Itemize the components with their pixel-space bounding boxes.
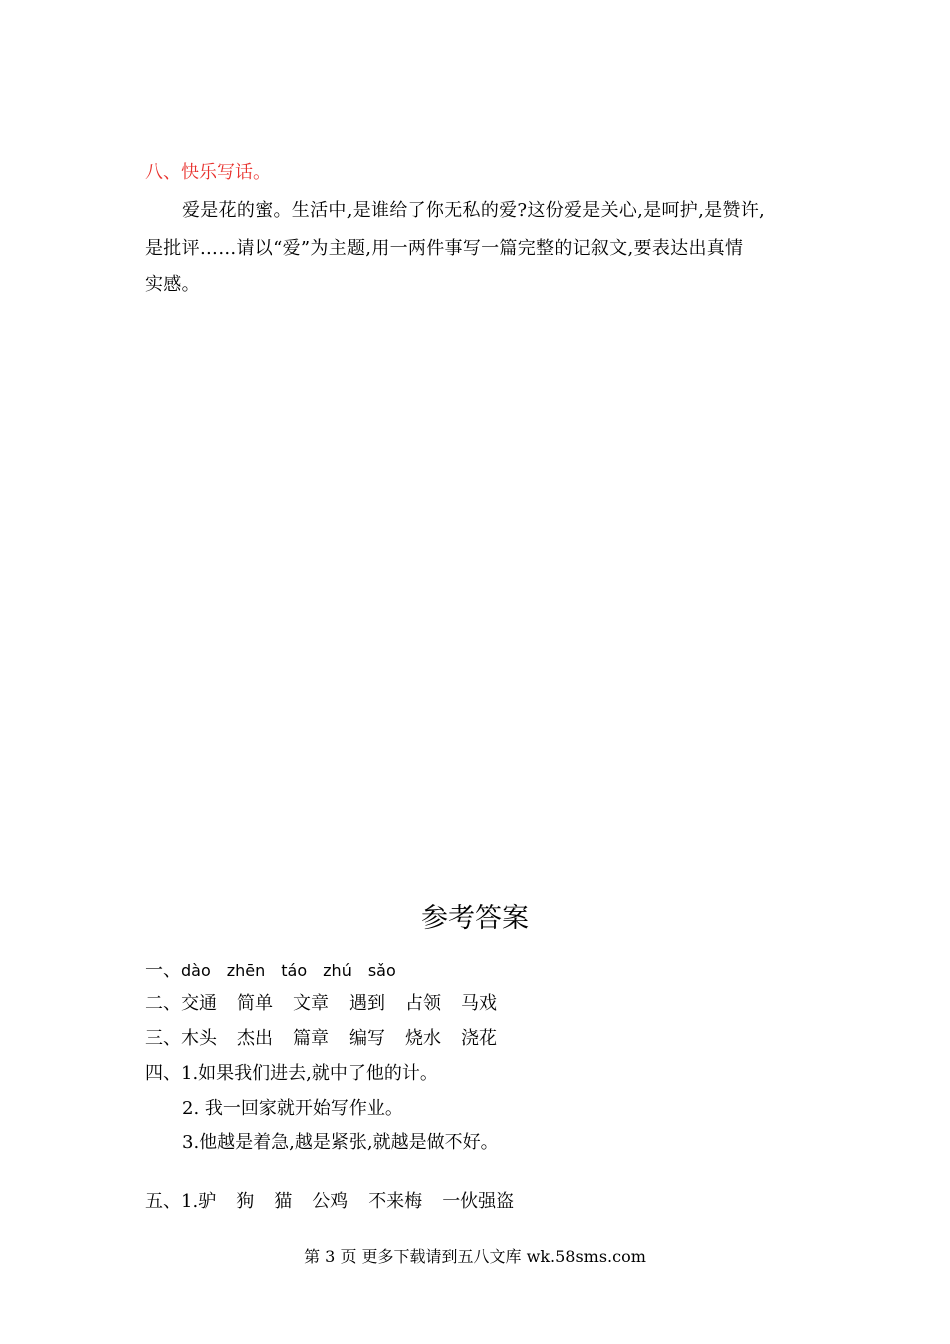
answer-5 — [145, 1187, 534, 1213]
pinyin-item: dào — [181, 961, 211, 980]
word-item: 简单 — [237, 993, 273, 1014]
answer-1 — [145, 956, 412, 982]
word-item: 烧水 — [405, 1028, 441, 1049]
prompt-line-2: 是批评……请以“爱”为主题,用一两件事写一篇完整的记叙文,要表达出真情 — [145, 238, 744, 259]
pinyin-item: zhú — [323, 961, 352, 980]
word-item: 杰出 — [237, 1028, 273, 1049]
answer-3 — [145, 1024, 517, 1050]
answer-2 — [145, 989, 517, 1015]
answer-key-title: 参考答案 — [421, 903, 529, 934]
word-item: 不来梅 — [368, 1191, 423, 1212]
word-item: 交通 — [181, 993, 217, 1014]
word-item: 猫 — [274, 1191, 293, 1212]
prompt-line-1: 爱是花的蜜。生活中,是谁给了你无私的爱?这份爱是关心,是呵护,是赞许, — [182, 200, 766, 221]
answer-5-label: 五、1. — [145, 1191, 199, 1212]
answer-1-label: 一、 — [145, 960, 181, 981]
pinyin-item: sǎo — [367, 961, 396, 980]
pinyin-item: táo — [281, 961, 308, 980]
answer-2-label: 二、 — [145, 993, 181, 1014]
word-item: 公鸡 — [312, 1191, 349, 1212]
word-item: 木头 — [181, 1028, 217, 1049]
word-item: 篇章 — [293, 1028, 329, 1049]
word-item: 驴 — [198, 1191, 217, 1212]
word-item: 文章 — [293, 993, 329, 1014]
answer-4-line-1 — [145, 1059, 438, 1085]
answer-4-sentence: 1.如果我们进去,就中了他的计。 — [181, 1063, 438, 1084]
answer-4-line-2: 2. 我一回家就开始写作业。 — [182, 1098, 403, 1119]
pinyin-item: zhēn — [226, 961, 266, 980]
word-item: 遇到 — [349, 993, 385, 1014]
prompt-line-3: 实感。 — [145, 274, 200, 295]
word-item: 一伙强盗 — [442, 1191, 515, 1212]
answer-4-line-3: 3.他越是着急,越是紧张,就越是做不好。 — [182, 1132, 499, 1153]
answer-3-label: 三、 — [145, 1028, 181, 1049]
section-8-title: 八、快乐写话。 — [145, 162, 271, 183]
word-item: 浇花 — [461, 1028, 497, 1049]
word-item: 编写 — [349, 1028, 385, 1049]
word-item: 狗 — [236, 1191, 255, 1212]
word-item: 马戏 — [461, 993, 497, 1014]
answer-4-label: 四、 — [145, 1063, 181, 1084]
page-footer: 第 3 页 更多下载请到五八文库 wk.58sms.com — [304, 1247, 646, 1266]
word-item: 占领 — [405, 993, 441, 1014]
